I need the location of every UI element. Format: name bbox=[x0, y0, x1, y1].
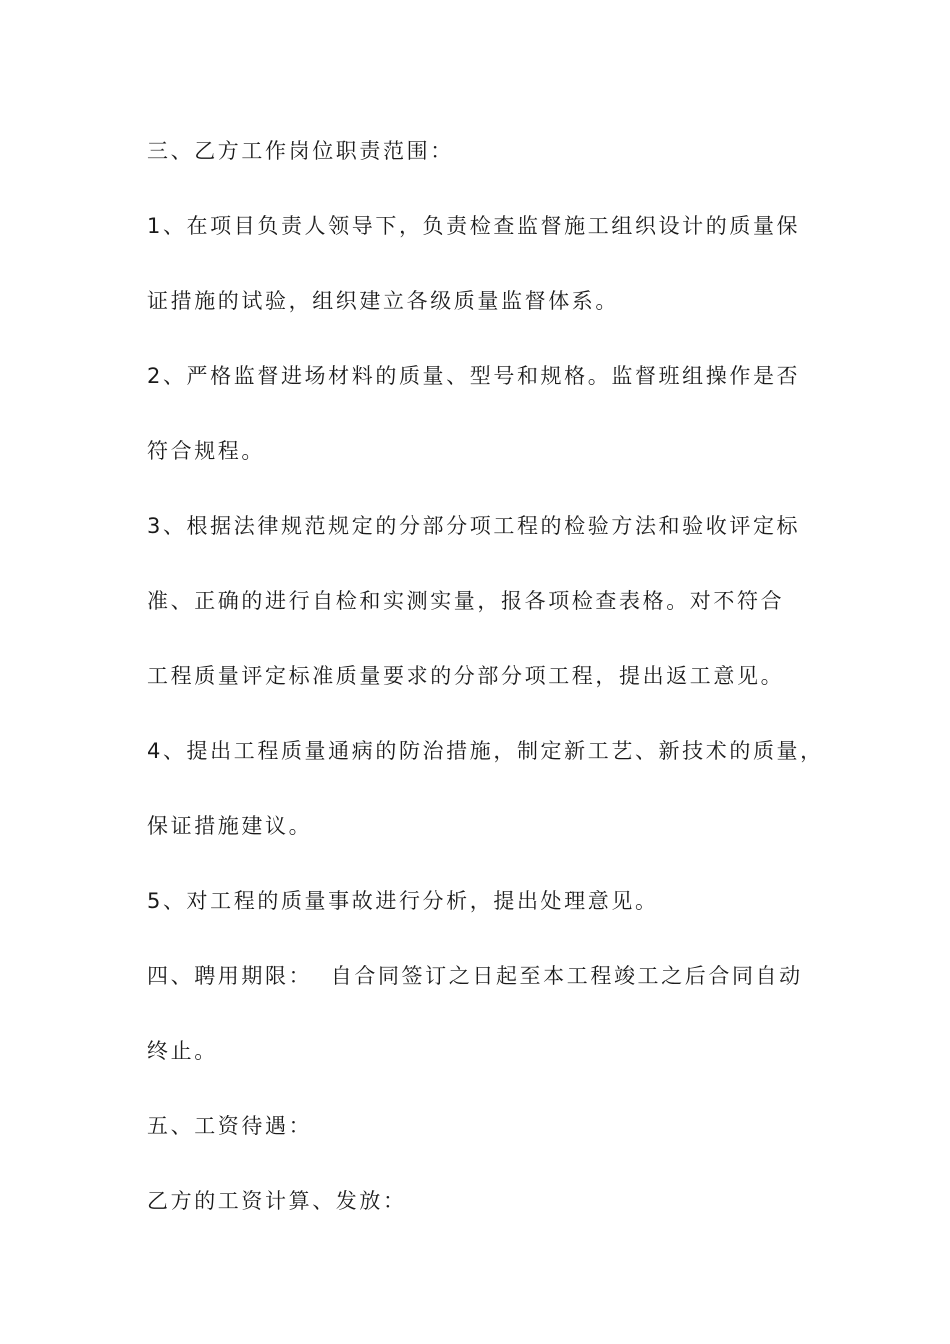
section-heading-5: 五、工资待遇： bbox=[147, 1114, 313, 1138]
text-line: 乙方的工资计算、发放： bbox=[147, 1189, 407, 1213]
text-line: 准、正确的进行自检和实测实量，报各项检查表格。对不符合 bbox=[147, 589, 785, 613]
section-heading-4: 四、聘用期限： 自合同签订之日起至本工程竣工之后合同自动 bbox=[147, 964, 803, 988]
section-heading-3: 三、乙方工作岗位职责范围： bbox=[147, 139, 454, 163]
text-line: 保证措施建议。 bbox=[147, 814, 313, 838]
text-line: 3、根据法律规范规定的分部分项工程的检验方法和验收评定标 bbox=[147, 514, 801, 538]
text-line: 1、在项目负责人领导下，负责检查监督施工组织设计的质量保 bbox=[147, 214, 801, 238]
text-line: 5、对工程的质量事故进行分析，提出处理意见。 bbox=[147, 889, 659, 913]
text-line: 终止。 bbox=[147, 1039, 218, 1063]
text-line: 工程质量评定标准质量要求的分部分项工程，提出返工意见。 bbox=[147, 664, 785, 688]
text-line: 证措施的试验，组织建立各级质量监督体系。 bbox=[147, 289, 619, 313]
text-line: 2、严格监督进场材料的质量、型号和规格。监督班组操作是否 bbox=[147, 364, 801, 388]
text-line: 符合规程。 bbox=[147, 439, 265, 463]
text-line: 4、提出工程质量通病的防治措施，制定新工艺、新技术的质量， bbox=[147, 739, 824, 763]
